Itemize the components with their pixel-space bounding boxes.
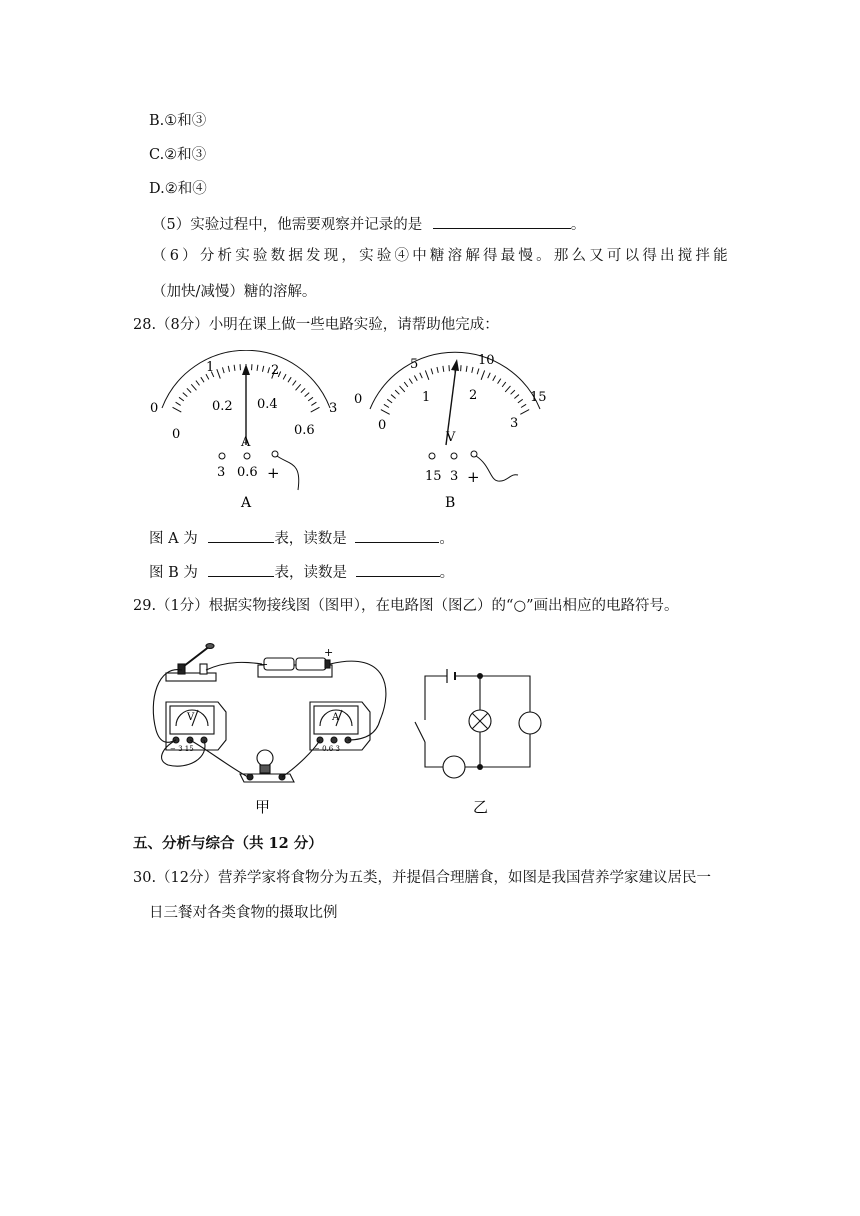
scale-tick (391, 395, 396, 399)
q28-answer-b-prefix: 图 B 为 (149, 565, 198, 581)
q28-answer-a-mid: 表，读数是 (274, 531, 347, 547)
ammeter-terminal-0-6: 0.6 (237, 465, 258, 480)
scale-tick (288, 377, 291, 382)
scale-tick (201, 377, 204, 382)
scale-tick (311, 402, 316, 405)
answer-blank-5[interactable] (433, 214, 571, 229)
wiring-diagram-jia (148, 640, 393, 820)
ammeter-figure-a (140, 350, 340, 516)
q28-answer-a-prefix: 图 A 为 (149, 531, 198, 547)
scale-tick (437, 367, 438, 373)
voltmeter-top-scale-15: 15 (530, 390, 547, 405)
question-5-end: 。 (570, 217, 586, 233)
scale-tick (488, 373, 491, 378)
voltmeter-figure-b (350, 345, 560, 516)
voltmeter-bottom-scale-0: 0 (378, 418, 387, 433)
circuit-diagram-yi (405, 660, 555, 820)
question-6-line-1: （6）分析实验数据发现，实验④中糖溶解得最慢。那么又可以得出搅拌能 (152, 248, 731, 264)
ammeter-top-scale-0: 0 (150, 401, 159, 416)
meter-placeholder-circle-right[interactable] (519, 712, 541, 734)
figure-a-caption: A (241, 495, 252, 511)
scale-tick (311, 407, 320, 412)
scale-tick (293, 381, 297, 386)
question-5 (152, 214, 585, 235)
q28-answer-a (149, 528, 454, 549)
scale-tick (409, 379, 412, 384)
ammeter-face-label: A (332, 712, 340, 723)
voltmeter-top-scale-10: 10 (478, 353, 495, 368)
answer-blank-meter-a-reading[interactable] (355, 528, 439, 543)
lamp-component (240, 750, 294, 782)
scale-tick (381, 410, 390, 415)
question-6-line-2: （加快/减慢）糖的溶解。 (152, 284, 317, 300)
voltmeter-top-scale-5: 5 (410, 357, 419, 372)
battery-minus-label: − (259, 658, 269, 671)
voltmeter-bottom-scale-3: 3 (510, 416, 519, 431)
voltmeter-terminal-labels: − 3 15 (170, 745, 194, 753)
scale-tick (222, 367, 224, 373)
voltmeter-bottom-scale-2: 2 (469, 388, 478, 403)
figure-jia-caption: 甲 (255, 798, 271, 816)
scale-tick (183, 393, 188, 397)
ammeter-symbol: A (241, 435, 251, 450)
scale-tick (472, 367, 473, 373)
scale-tick (283, 374, 286, 379)
voltmeter-symbol: V (446, 430, 456, 445)
scale-tick (173, 407, 182, 412)
voltmeter-component (166, 702, 226, 750)
q28-answer-b (149, 562, 454, 583)
ammeter-terminal-plus: + (267, 464, 280, 482)
scale-tick (257, 365, 258, 371)
question-30-line-1: 30.（12分）营养学家将食物分为五类，并提倡合理膳食，如图是我国营养学家建议居民一 (133, 870, 712, 886)
battery-plus-label: + (324, 646, 334, 659)
scale-tick (301, 388, 305, 392)
scale-tick (404, 382, 408, 387)
scale-tick (400, 386, 405, 392)
scale-tick (443, 366, 444, 372)
scale-tick (305, 393, 310, 397)
switch-symbol (415, 722, 425, 742)
q28-answer-b-end: 。 (439, 565, 455, 581)
scale-tick (414, 375, 417, 380)
voltmeter-top-scale-0: 0 (354, 392, 363, 407)
q28-answer-b-mid: 表，读数是 (274, 565, 347, 581)
voltmeter-face-label: V (187, 712, 195, 723)
scale-tick (268, 367, 270, 373)
scale-tick (498, 379, 501, 384)
question-5-text: （5）实验过程中，他需要观察并记录的是 (152, 217, 423, 233)
question-30-line-2: 日三餐对各类食物的摄取比例 (149, 905, 338, 921)
option-b: B.①和③ (149, 113, 207, 129)
ammeter-top-scale-1: 1 (206, 360, 215, 375)
option-d: D.②和④ (149, 181, 207, 197)
ammeter-component (310, 702, 370, 750)
scale-tick (384, 404, 389, 407)
ammeter-bottom-scale-0: 0 (172, 427, 181, 442)
scale-tick (520, 410, 529, 415)
scale-tick (187, 388, 191, 392)
battery-component (258, 658, 332, 677)
ammeter-bottom-scale-3: 0.6 (294, 423, 315, 438)
voltmeter-bottom-scale-1: 1 (422, 390, 431, 405)
ammeter-terminal-labels: − 0.6 3 (314, 745, 340, 753)
scale-tick (514, 395, 519, 399)
scale-tick (477, 368, 479, 374)
scale-tick (511, 390, 515, 394)
scale-tick (420, 373, 423, 378)
meter-placeholder-circle-bottom[interactable] (443, 756, 465, 778)
battery-symbol (447, 669, 455, 683)
voltmeter-terminal-15: 15 (425, 469, 442, 484)
lamp-symbol (469, 710, 491, 732)
scale-tick (466, 366, 467, 372)
scale-tick (196, 381, 200, 386)
ammeter-top-scale-3: 3 (329, 401, 338, 416)
scale-tick (431, 368, 433, 374)
option-c: C.②和③ (149, 147, 207, 163)
q28-answer-a-end: 。 (439, 531, 454, 547)
scale-tick (234, 365, 235, 371)
scale-tick (296, 384, 301, 390)
scale-tick (502, 382, 506, 387)
ammeter-top-scale-2: 2 (271, 363, 280, 378)
figure-b-caption: B (445, 495, 456, 511)
scale-tick (308, 397, 313, 401)
scale-tick (518, 399, 523, 403)
voltmeter-terminal-3: 3 (450, 469, 459, 484)
switch-component (166, 644, 216, 682)
scale-tick (425, 370, 429, 379)
scale-tick (481, 370, 485, 379)
figure-yi-caption: 乙 (473, 798, 489, 816)
scale-tick (217, 369, 220, 378)
answer-blank-meter-a-type[interactable] (208, 528, 274, 543)
scale-tick (191, 384, 196, 390)
junction-top (477, 673, 483, 679)
question-28-stem: 28.（8分）小明在课上做一些电路实验，请帮助他完成： (133, 317, 499, 333)
answer-blank-meter-b-type[interactable] (208, 562, 274, 577)
ammeter-terminal-3: 3 (217, 465, 226, 480)
scale-tick (262, 366, 263, 372)
scale-tick (395, 390, 399, 394)
scale-tick (493, 375, 496, 380)
scale-tick (179, 397, 184, 401)
scale-tick (176, 402, 181, 405)
ammeter-bottom-scale-1: 0.2 (212, 399, 233, 414)
section-5-title: 五、分析与综合（共 12 分） (133, 835, 323, 852)
scale-tick (505, 386, 510, 392)
voltmeter-terminal-plus: + (467, 468, 480, 486)
scale-tick (228, 366, 229, 372)
ammeter-terminals (219, 451, 299, 490)
voltmeter-scale (370, 352, 540, 414)
junction-bottom (477, 764, 483, 770)
question-29-stem: 29.（1分）根据实物接线图（图甲），在电路图（图乙）的“○”画出相应的电路符号。 (133, 598, 679, 614)
scale-tick (387, 399, 392, 403)
ammeter-bottom-scale-2: 0.4 (257, 397, 278, 412)
answer-blank-meter-b-reading[interactable] (356, 562, 440, 577)
scale-tick (521, 404, 526, 407)
ammeter-pointer (242, 364, 250, 445)
